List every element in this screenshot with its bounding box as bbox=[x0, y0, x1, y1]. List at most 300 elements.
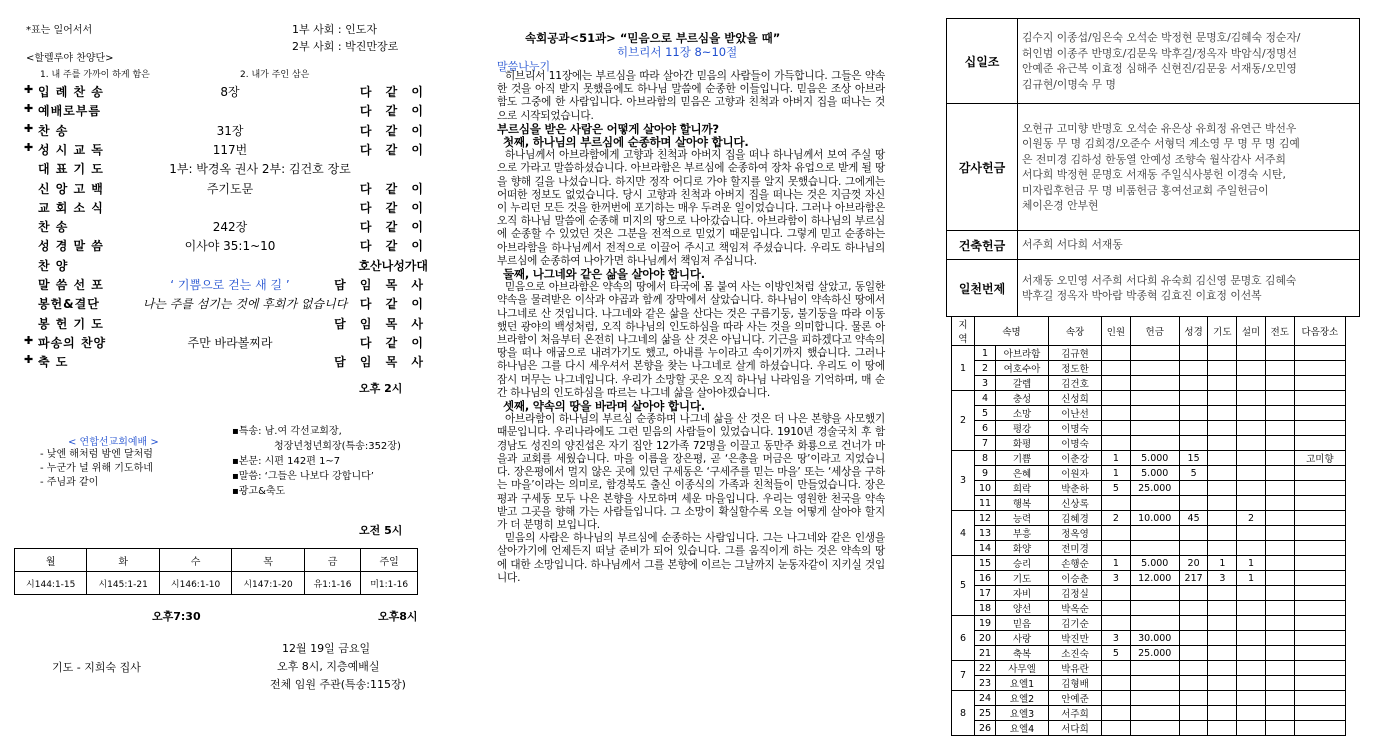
region-cell: 8 bbox=[952, 691, 975, 736]
lesson-body bbox=[497, 70, 885, 585]
stats-row bbox=[952, 601, 1346, 616]
stats-evan-cell bbox=[1265, 466, 1294, 481]
wednesday-time: 오후7:30 bbox=[152, 610, 201, 623]
stats-money-cell bbox=[1130, 406, 1179, 421]
stats-next-cell bbox=[1294, 511, 1345, 526]
stats-money-cell bbox=[1130, 421, 1179, 436]
stats-row bbox=[952, 406, 1346, 421]
stats-pray-cell bbox=[1208, 451, 1237, 466]
joint-service-title: < 연합선교회예배 > bbox=[68, 437, 159, 448]
stats-money-cell bbox=[1130, 616, 1179, 631]
stats-next-cell bbox=[1294, 421, 1345, 436]
stats-money-cell bbox=[1130, 676, 1179, 691]
stats-bible-cell bbox=[1179, 406, 1208, 421]
stats-pray-cell bbox=[1208, 421, 1237, 436]
stats-money-cell: 25.000 bbox=[1130, 481, 1179, 496]
offering-line: 오현규 고미향 반명호 오석순 유은상 유희정 유연근 박선우 bbox=[1022, 121, 1297, 135]
stats-pray-cell bbox=[1208, 346, 1237, 361]
order-item-name: 입 례 찬 송 bbox=[38, 85, 104, 99]
stats-leader-cell: 안예준 bbox=[1049, 691, 1102, 706]
stats-count-cell: 3 bbox=[1102, 631, 1131, 646]
stats-pray-cell bbox=[1208, 586, 1237, 601]
stats-pray-cell bbox=[1208, 496, 1237, 511]
sharing-label: 말씀나누기 bbox=[497, 60, 551, 73]
order-item-name: 대 표 기 도 bbox=[38, 162, 104, 177]
stats-next-cell bbox=[1294, 616, 1345, 631]
joint-service-details bbox=[232, 424, 401, 499]
stats-bible-cell bbox=[1179, 376, 1208, 391]
offering-line: 박후길 정옥자 박아람 박종혁 김효진 이효정 이선복 bbox=[1022, 289, 1262, 302]
stats-sm-cell bbox=[1237, 361, 1266, 376]
stats-pray-cell bbox=[1208, 466, 1237, 481]
region-cell: 7 bbox=[952, 661, 975, 691]
stats-evan-cell bbox=[1265, 661, 1294, 676]
stats-money-cell bbox=[1130, 361, 1179, 376]
stats-num-cell: 16 bbox=[975, 571, 996, 586]
stats-leader-cell: 김혜경 bbox=[1049, 511, 1102, 526]
stats-count-cell bbox=[1102, 676, 1131, 691]
order-item-name: 찬 송 bbox=[38, 220, 69, 235]
order-item-detail: 31장 bbox=[216, 123, 244, 138]
stats-evan-cell bbox=[1265, 586, 1294, 601]
stats-leader-cell: 김형배 bbox=[1049, 676, 1102, 691]
stats-name-cell: 사무엘 bbox=[996, 661, 1049, 676]
stats-evan-cell bbox=[1265, 526, 1294, 541]
offering-line: 이원동 무 명 김희경/오준수 서형덕 계소영 무 명 무 명 김예 bbox=[1022, 137, 1300, 150]
region-cell: 5 bbox=[952, 556, 975, 616]
stats-count-cell bbox=[1102, 361, 1131, 376]
stats-count-cell bbox=[1102, 601, 1131, 616]
stats-num-cell: 23 bbox=[975, 676, 996, 691]
order-row bbox=[0, 199, 450, 219]
stats-leader-cell: 손행순 bbox=[1049, 556, 1102, 571]
stats-header-cell: 기도 bbox=[1208, 317, 1237, 346]
stats-row bbox=[952, 676, 1346, 691]
order-item-leader: 다 같 이 bbox=[359, 239, 428, 254]
joint-item: - 낮엔 해처럼 밤엔 달처럼 bbox=[40, 449, 153, 460]
order-item-detail: 8장 bbox=[220, 85, 240, 99]
dawn-service-time: 오전 5시 bbox=[359, 524, 403, 537]
standing-mark-icon: ✚ bbox=[24, 353, 34, 367]
stats-evan-cell bbox=[1265, 511, 1294, 526]
order-item-name: 성 경 말 씀 bbox=[38, 239, 104, 254]
order-item-detail: 242장 bbox=[212, 220, 248, 235]
stats-bible-cell bbox=[1179, 436, 1208, 451]
cell-stats-table bbox=[951, 316, 1346, 736]
region-cell: 1 bbox=[952, 346, 975, 391]
praise-song-1: 1. 내 주를 가까이 하게 함은 bbox=[40, 70, 150, 80]
stats-bible-cell bbox=[1179, 601, 1208, 616]
stats-num-cell: 22 bbox=[975, 661, 996, 676]
order-row bbox=[0, 295, 450, 315]
offering-label: 십일조 bbox=[947, 19, 1018, 104]
stats-next-cell bbox=[1294, 376, 1345, 391]
stats-evan-cell bbox=[1265, 601, 1294, 616]
stats-leader-cell: 정도한 bbox=[1049, 361, 1102, 376]
order-row bbox=[0, 83, 450, 103]
stats-count-cell: 5 bbox=[1102, 646, 1131, 661]
offering-names bbox=[1018, 19, 1360, 104]
stats-sm-cell bbox=[1237, 586, 1266, 601]
stats-name-cell: 축복 bbox=[996, 646, 1049, 661]
order-row bbox=[0, 353, 450, 373]
stats-row bbox=[952, 661, 1346, 676]
afternoon-service-time: 오후 2시 bbox=[359, 382, 403, 395]
stats-sm-cell bbox=[1237, 436, 1266, 451]
stats-num-cell: 20 bbox=[975, 631, 996, 646]
announcement: ▪광고&축도 bbox=[232, 486, 286, 497]
stats-name-cell: 양선 bbox=[996, 601, 1049, 616]
stats-pray-cell: 1 bbox=[1208, 556, 1237, 571]
order-item-name: 성 시 교 독 bbox=[38, 142, 104, 157]
stats-sm-cell: 1 bbox=[1237, 556, 1266, 571]
stats-leader-cell: 서주희 bbox=[1049, 706, 1102, 721]
stats-pray-cell bbox=[1208, 661, 1237, 676]
order-row bbox=[0, 276, 450, 296]
stats-sm-cell bbox=[1237, 526, 1266, 541]
lesson-paragraph: 아브라함이 하나님의 부르심 순종하며 나그네 삶을 산 것은 더 나은 본향을 사모했기 때문입니다. 우리나라에도 그런 믿음의 사람들이 있었습니다. 1910년 경술국치 후 함경남도 성진의 양진섭은 자기 집안 12가족 72명을 이끌고 동만주 화룡으로 건너가 마을과 교회를 세웠습니다. 마을 이름을 장은평, 곧 ‘은총을 머금은 땅’이라고 지었습니다. 장은평에서 멀지 않은 곳에 있던 구세동은 ‘구세주를 믿는 마을’ 또는 ‘세상을 구하는 마을’이라는 의미로, 함경북도 출신 이종식의 가족과 친척들이 만들었습니다. 장은평과 구세동 모두 나은 본향을 사모하며 세운 마을입니다. 우리는 영원한 천국을 약속받고 그곳을 향해 가는 사람들입니다. 그 소망이 확실할수록 오늘 어떻게 살아야 할지가 더 분명히 보입니다. bbox=[497, 413, 885, 531]
order-row bbox=[0, 218, 450, 238]
stats-header-row bbox=[952, 317, 1346, 346]
stats-pray-cell bbox=[1208, 376, 1237, 391]
stats-row bbox=[952, 421, 1346, 436]
stats-evan-cell bbox=[1265, 676, 1294, 691]
lesson-paragraph: 히브리서 11장에는 부르심을 따라 살아간 믿음의 사람들이 가득합니다. 그들은 약속한 것을 아직 받지 못했음에도 하나님 말씀에 순종한 이들입니다. 믿음은 조상 아브라함도 그중에 한 사람입니다. 아브라함의 믿음은 고향과 친척과 아버지 집을 떠나는 것으로 시작되었습니다. bbox=[497, 70, 885, 122]
offering-names bbox=[1018, 231, 1360, 260]
stats-money-cell: 5.000 bbox=[1130, 556, 1179, 571]
stats-sm-cell bbox=[1237, 631, 1266, 646]
stats-pray-cell bbox=[1208, 391, 1237, 406]
stats-name-cell: 아브라함 bbox=[996, 346, 1049, 361]
stats-next-cell bbox=[1294, 436, 1345, 451]
stats-money-cell: 5.000 bbox=[1130, 466, 1179, 481]
stats-row bbox=[952, 616, 1346, 631]
stats-pray-cell bbox=[1208, 631, 1237, 646]
lesson-paragraph: 믿음의 사람은 하나님의 부르심에 순종하는 사람입니다. 그는 나그네와 같은 인생을 살아가기에 언제든지 떠날 준비가 되어 있습니다. 그를 움직이게 하는 것은 약속의 땅에 대한 소망입니다. 하나님께서 그를 본향에 이르는 그날까지 눈동자같이 지키실 것입니다. bbox=[497, 532, 885, 584]
offering-row bbox=[947, 19, 1360, 104]
stats-count-cell bbox=[1102, 391, 1131, 406]
order-item-name: 예배로부름 bbox=[38, 104, 101, 119]
weekday-row bbox=[15, 549, 418, 572]
stats-num-cell: 12 bbox=[975, 511, 996, 526]
stats-name-cell: 기도 bbox=[996, 571, 1049, 586]
lesson-point-1: 첫째, 하나님의 부르심에 순종하며 살아야 합니다. bbox=[503, 135, 749, 150]
reading-cell: 시145:1-21 bbox=[87, 572, 159, 595]
stats-bible-cell bbox=[1179, 631, 1208, 646]
stats-name-cell: 화양 bbox=[996, 541, 1049, 556]
stats-bible-cell bbox=[1179, 706, 1208, 721]
reading-cell: 시147:1-20 bbox=[232, 572, 304, 595]
offering-line: 은 전미경 김하성 한동열 안예성 조향숙 월삭감사 서주희 bbox=[1022, 152, 1286, 166]
stats-count-cell bbox=[1102, 376, 1131, 391]
stats-pray-cell bbox=[1208, 706, 1237, 721]
stats-row bbox=[952, 346, 1346, 361]
stats-bible-cell bbox=[1179, 616, 1208, 631]
order-item-leader: 다 같 이 bbox=[359, 181, 428, 196]
stats-count-cell bbox=[1102, 406, 1131, 421]
stats-name-cell: 희락 bbox=[996, 481, 1049, 496]
stats-sm-cell bbox=[1237, 721, 1266, 736]
stats-row bbox=[952, 631, 1346, 646]
stats-num-cell: 25 bbox=[975, 706, 996, 721]
stats-money-cell bbox=[1130, 346, 1179, 361]
stats-evan-cell bbox=[1265, 346, 1294, 361]
stats-next-cell bbox=[1294, 466, 1345, 481]
stats-num-cell: 11 bbox=[975, 496, 996, 511]
stats-leader-cell: 박진만 bbox=[1049, 631, 1102, 646]
stats-sm-cell bbox=[1237, 391, 1266, 406]
stats-leader-cell: 박유란 bbox=[1049, 661, 1102, 676]
stats-next-cell bbox=[1294, 526, 1345, 541]
offering-table bbox=[946, 18, 1360, 317]
stats-sm-cell bbox=[1237, 661, 1266, 676]
stats-money-cell bbox=[1130, 541, 1179, 556]
stats-evan-cell bbox=[1265, 496, 1294, 511]
joint-service-items bbox=[40, 448, 153, 490]
stats-bible-cell bbox=[1179, 421, 1208, 436]
stats-leader-cell: 이원자 bbox=[1049, 466, 1102, 481]
stats-next-cell bbox=[1294, 571, 1345, 586]
weekday-cell: 수 bbox=[159, 549, 231, 572]
stats-leader-cell: 이승춘 bbox=[1049, 571, 1102, 586]
stats-evan-cell bbox=[1265, 391, 1294, 406]
order-item-detail: 1부: 박경옥 권사 2부: 김건호 장로 bbox=[169, 162, 351, 177]
stats-num-cell: 9 bbox=[975, 466, 996, 481]
stats-bible-cell bbox=[1179, 391, 1208, 406]
stats-next-cell bbox=[1294, 601, 1345, 616]
stats-next-cell bbox=[1294, 346, 1345, 361]
offering-label: 건축헌금 bbox=[947, 231, 1018, 260]
order-item-name: 봉헌&결단 bbox=[38, 297, 100, 312]
stats-num-cell: 18 bbox=[975, 601, 996, 616]
stats-name-cell: 자비 bbox=[996, 586, 1049, 601]
stats-count-cell bbox=[1102, 496, 1131, 511]
stats-evan-cell bbox=[1265, 436, 1294, 451]
stats-row bbox=[952, 526, 1346, 541]
stats-money-cell bbox=[1130, 721, 1179, 736]
stats-count-cell bbox=[1102, 721, 1131, 736]
friday-place: 오후 8시, 지층예배실 bbox=[277, 660, 380, 673]
stats-row bbox=[952, 481, 1346, 496]
stats-evan-cell bbox=[1265, 406, 1294, 421]
stats-row bbox=[952, 586, 1346, 601]
stats-name-cell: 요엘3 bbox=[996, 706, 1049, 721]
stats-money-cell bbox=[1130, 496, 1179, 511]
stats-num-cell: 15 bbox=[975, 556, 996, 571]
stats-money-cell: 12.000 bbox=[1130, 571, 1179, 586]
reading-row bbox=[15, 572, 418, 595]
stats-money-cell bbox=[1130, 376, 1179, 391]
stats-leader-cell: 전미경 bbox=[1049, 541, 1102, 556]
order-row bbox=[0, 160, 450, 180]
stats-name-cell: 여호수아 bbox=[996, 361, 1049, 376]
stats-sm-cell bbox=[1237, 616, 1266, 631]
stats-name-cell: 부흥 bbox=[996, 526, 1049, 541]
offering-row bbox=[947, 104, 1360, 231]
lesson-point-2: 둘째, 나그네와 같은 삶을 살아야 합니다. bbox=[503, 267, 705, 282]
stats-num-cell: 17 bbox=[975, 586, 996, 601]
order-item-leader: 담 임 목 사 bbox=[334, 316, 428, 331]
stats-num-cell: 14 bbox=[975, 541, 996, 556]
stats-name-cell: 평강 bbox=[996, 421, 1049, 436]
stats-next-cell bbox=[1294, 661, 1345, 676]
stats-pray-cell bbox=[1208, 691, 1237, 706]
lesson-scripture: 히브리서 11장 8~10절 bbox=[617, 45, 738, 59]
stats-money-cell: 10.000 bbox=[1130, 511, 1179, 526]
order-item-leader: 다 같 이 bbox=[359, 104, 428, 119]
stats-sm-cell bbox=[1237, 496, 1266, 511]
stats-next-cell bbox=[1294, 496, 1345, 511]
stats-sm-cell bbox=[1237, 406, 1266, 421]
stats-next-cell bbox=[1294, 361, 1345, 376]
sermon-title: ▪말씀: ‘그들은 나보다 강합니다’ bbox=[232, 471, 374, 482]
stats-leader-cell: 박춘하 bbox=[1049, 481, 1102, 496]
stats-sm-cell: 1 bbox=[1237, 571, 1266, 586]
stats-row bbox=[952, 541, 1346, 556]
region-cell: 4 bbox=[952, 511, 975, 556]
reading-cell: 시146:1-10 bbox=[159, 572, 231, 595]
stats-next-cell bbox=[1294, 676, 1345, 691]
stats-count-cell: 1 bbox=[1102, 466, 1131, 481]
stats-sm-cell bbox=[1237, 646, 1266, 661]
stats-pray-cell bbox=[1208, 721, 1237, 736]
stats-next-cell bbox=[1294, 556, 1345, 571]
order-item-name: 교 회 소 식 bbox=[38, 200, 104, 215]
reading-cell: 유1:1-16 bbox=[304, 572, 361, 595]
standing-mark-icon: ✚ bbox=[24, 140, 34, 154]
stats-bible-cell bbox=[1179, 481, 1208, 496]
stats-count-cell: 2 bbox=[1102, 511, 1131, 526]
stats-evan-cell bbox=[1265, 556, 1294, 571]
stats-money-cell bbox=[1130, 586, 1179, 601]
stats-evan-cell bbox=[1265, 421, 1294, 436]
stats-sm-cell bbox=[1237, 421, 1266, 436]
stats-money-cell bbox=[1130, 661, 1179, 676]
stats-pray-cell bbox=[1208, 361, 1237, 376]
stats-evan-cell bbox=[1265, 706, 1294, 721]
stats-next-cell bbox=[1294, 406, 1345, 421]
order-item-name: 봉 헌 기 도 bbox=[38, 316, 104, 331]
weekday-cell: 금 bbox=[304, 549, 361, 572]
stats-sm-cell bbox=[1237, 466, 1266, 481]
stats-num-cell: 3 bbox=[975, 376, 996, 391]
offering-names bbox=[1018, 104, 1360, 231]
stats-header-cell: 속장 bbox=[1049, 317, 1102, 346]
stats-leader-cell: 소진숙 bbox=[1049, 646, 1102, 661]
stats-name-cell: 요엘2 bbox=[996, 691, 1049, 706]
stats-sm-cell: 2 bbox=[1237, 511, 1266, 526]
standing-mark-icon: ✚ bbox=[24, 121, 34, 135]
stats-header-cell: 다음장소 bbox=[1294, 317, 1345, 346]
stats-evan-cell bbox=[1265, 616, 1294, 631]
stats-count-cell bbox=[1102, 706, 1131, 721]
stats-num-cell: 6 bbox=[975, 421, 996, 436]
order-row bbox=[0, 141, 450, 161]
stats-evan-cell bbox=[1265, 541, 1294, 556]
stats-count-cell bbox=[1102, 436, 1131, 451]
joint-item: - 주님과 같이 bbox=[40, 477, 99, 488]
stats-header-cell: 인원 bbox=[1102, 317, 1131, 346]
praise-team-title: <할렐루야 찬양단> bbox=[26, 53, 114, 64]
offering-row bbox=[947, 231, 1360, 260]
stats-row bbox=[952, 496, 1346, 511]
stats-count-cell bbox=[1102, 661, 1131, 676]
stats-row bbox=[952, 436, 1346, 451]
scripture-text: ▪본문: 시편 142편 1~7 bbox=[232, 456, 341, 467]
stats-bible-cell: 5 bbox=[1179, 466, 1208, 481]
stats-bible-cell bbox=[1179, 541, 1208, 556]
stats-money-cell bbox=[1130, 601, 1179, 616]
stats-header-cell: 전도 bbox=[1265, 317, 1294, 346]
stats-leader-cell: 김규현 bbox=[1049, 346, 1102, 361]
stats-count-cell bbox=[1102, 616, 1131, 631]
stats-next-cell bbox=[1294, 586, 1345, 601]
stats-count-cell bbox=[1102, 526, 1131, 541]
stats-evan-cell bbox=[1265, 631, 1294, 646]
stats-name-cell: 충성 bbox=[996, 391, 1049, 406]
stats-bible-cell bbox=[1179, 586, 1208, 601]
stats-leader-cell: 김기순 bbox=[1049, 616, 1102, 631]
stats-bible-cell: 217 bbox=[1179, 571, 1208, 586]
friday-date: 12월 19일 금요일 bbox=[282, 642, 371, 655]
stats-row bbox=[952, 391, 1346, 406]
stats-header-cell: 지역 bbox=[952, 317, 975, 346]
stats-num-cell: 10 bbox=[975, 481, 996, 496]
stats-evan-cell bbox=[1265, 721, 1294, 736]
reading-cell: 시144:1-15 bbox=[15, 572, 87, 595]
order-item-name: 축 도 bbox=[38, 355, 69, 370]
offering-line: 서재동 오민영 서주희 서다희 유숙희 김신영 문명호 김혜숙 bbox=[1022, 273, 1297, 287]
stats-pray-cell bbox=[1208, 436, 1237, 451]
stats-count-cell bbox=[1102, 541, 1131, 556]
stats-header-cell: 설미 bbox=[1237, 317, 1266, 346]
order-item-name: 찬 송 bbox=[38, 123, 69, 138]
order-item-leader: 담 임 목 사 bbox=[334, 355, 428, 370]
stats-count-cell: 5 bbox=[1102, 481, 1131, 496]
stats-bible-cell bbox=[1179, 646, 1208, 661]
stats-bible-cell bbox=[1179, 661, 1208, 676]
offering-line: 서다희 박정현 문명호 서재동 주일식사봉헌 이경숙 시탄, bbox=[1022, 168, 1286, 181]
stats-evan-cell bbox=[1265, 646, 1294, 661]
stats-name-cell: 사랑 bbox=[996, 631, 1049, 646]
stats-money-cell: 25.000 bbox=[1130, 646, 1179, 661]
stats-row bbox=[952, 361, 1346, 376]
order-row bbox=[0, 102, 450, 122]
stats-pray-cell bbox=[1208, 481, 1237, 496]
order-item-name: 찬 양 bbox=[38, 258, 69, 273]
offering-line: 김수지 이종섭/임은숙 오석순 박정현 문명호/김혜숙 정순자/ bbox=[1022, 31, 1301, 44]
stats-sm-cell bbox=[1237, 481, 1266, 496]
stats-name-cell: 능력 bbox=[996, 511, 1049, 526]
order-item-name: 신 앙 고 백 bbox=[38, 181, 104, 196]
special-song-2: 청장년청년회장(특송:352장) bbox=[274, 441, 401, 452]
order-row bbox=[0, 315, 450, 335]
order-item-leader: 다 같 이 bbox=[359, 123, 428, 138]
stats-pray-cell bbox=[1208, 616, 1237, 631]
offering-names bbox=[1018, 260, 1360, 317]
stats-row bbox=[952, 691, 1346, 706]
stats-next-cell bbox=[1294, 706, 1345, 721]
stats-sm-cell bbox=[1237, 676, 1266, 691]
order-item-leader: 다 같 이 bbox=[359, 335, 428, 350]
stats-num-cell: 1 bbox=[975, 346, 996, 361]
weekday-cell: 목 bbox=[232, 549, 304, 572]
stats-pray-cell bbox=[1208, 526, 1237, 541]
offering-line: 서주희 서다희 서재동 bbox=[1022, 238, 1123, 252]
stats-leader-cell: 이명숙 bbox=[1049, 421, 1102, 436]
stats-sm-cell bbox=[1237, 451, 1266, 466]
order-item-leader: 다 같 이 bbox=[359, 297, 428, 312]
